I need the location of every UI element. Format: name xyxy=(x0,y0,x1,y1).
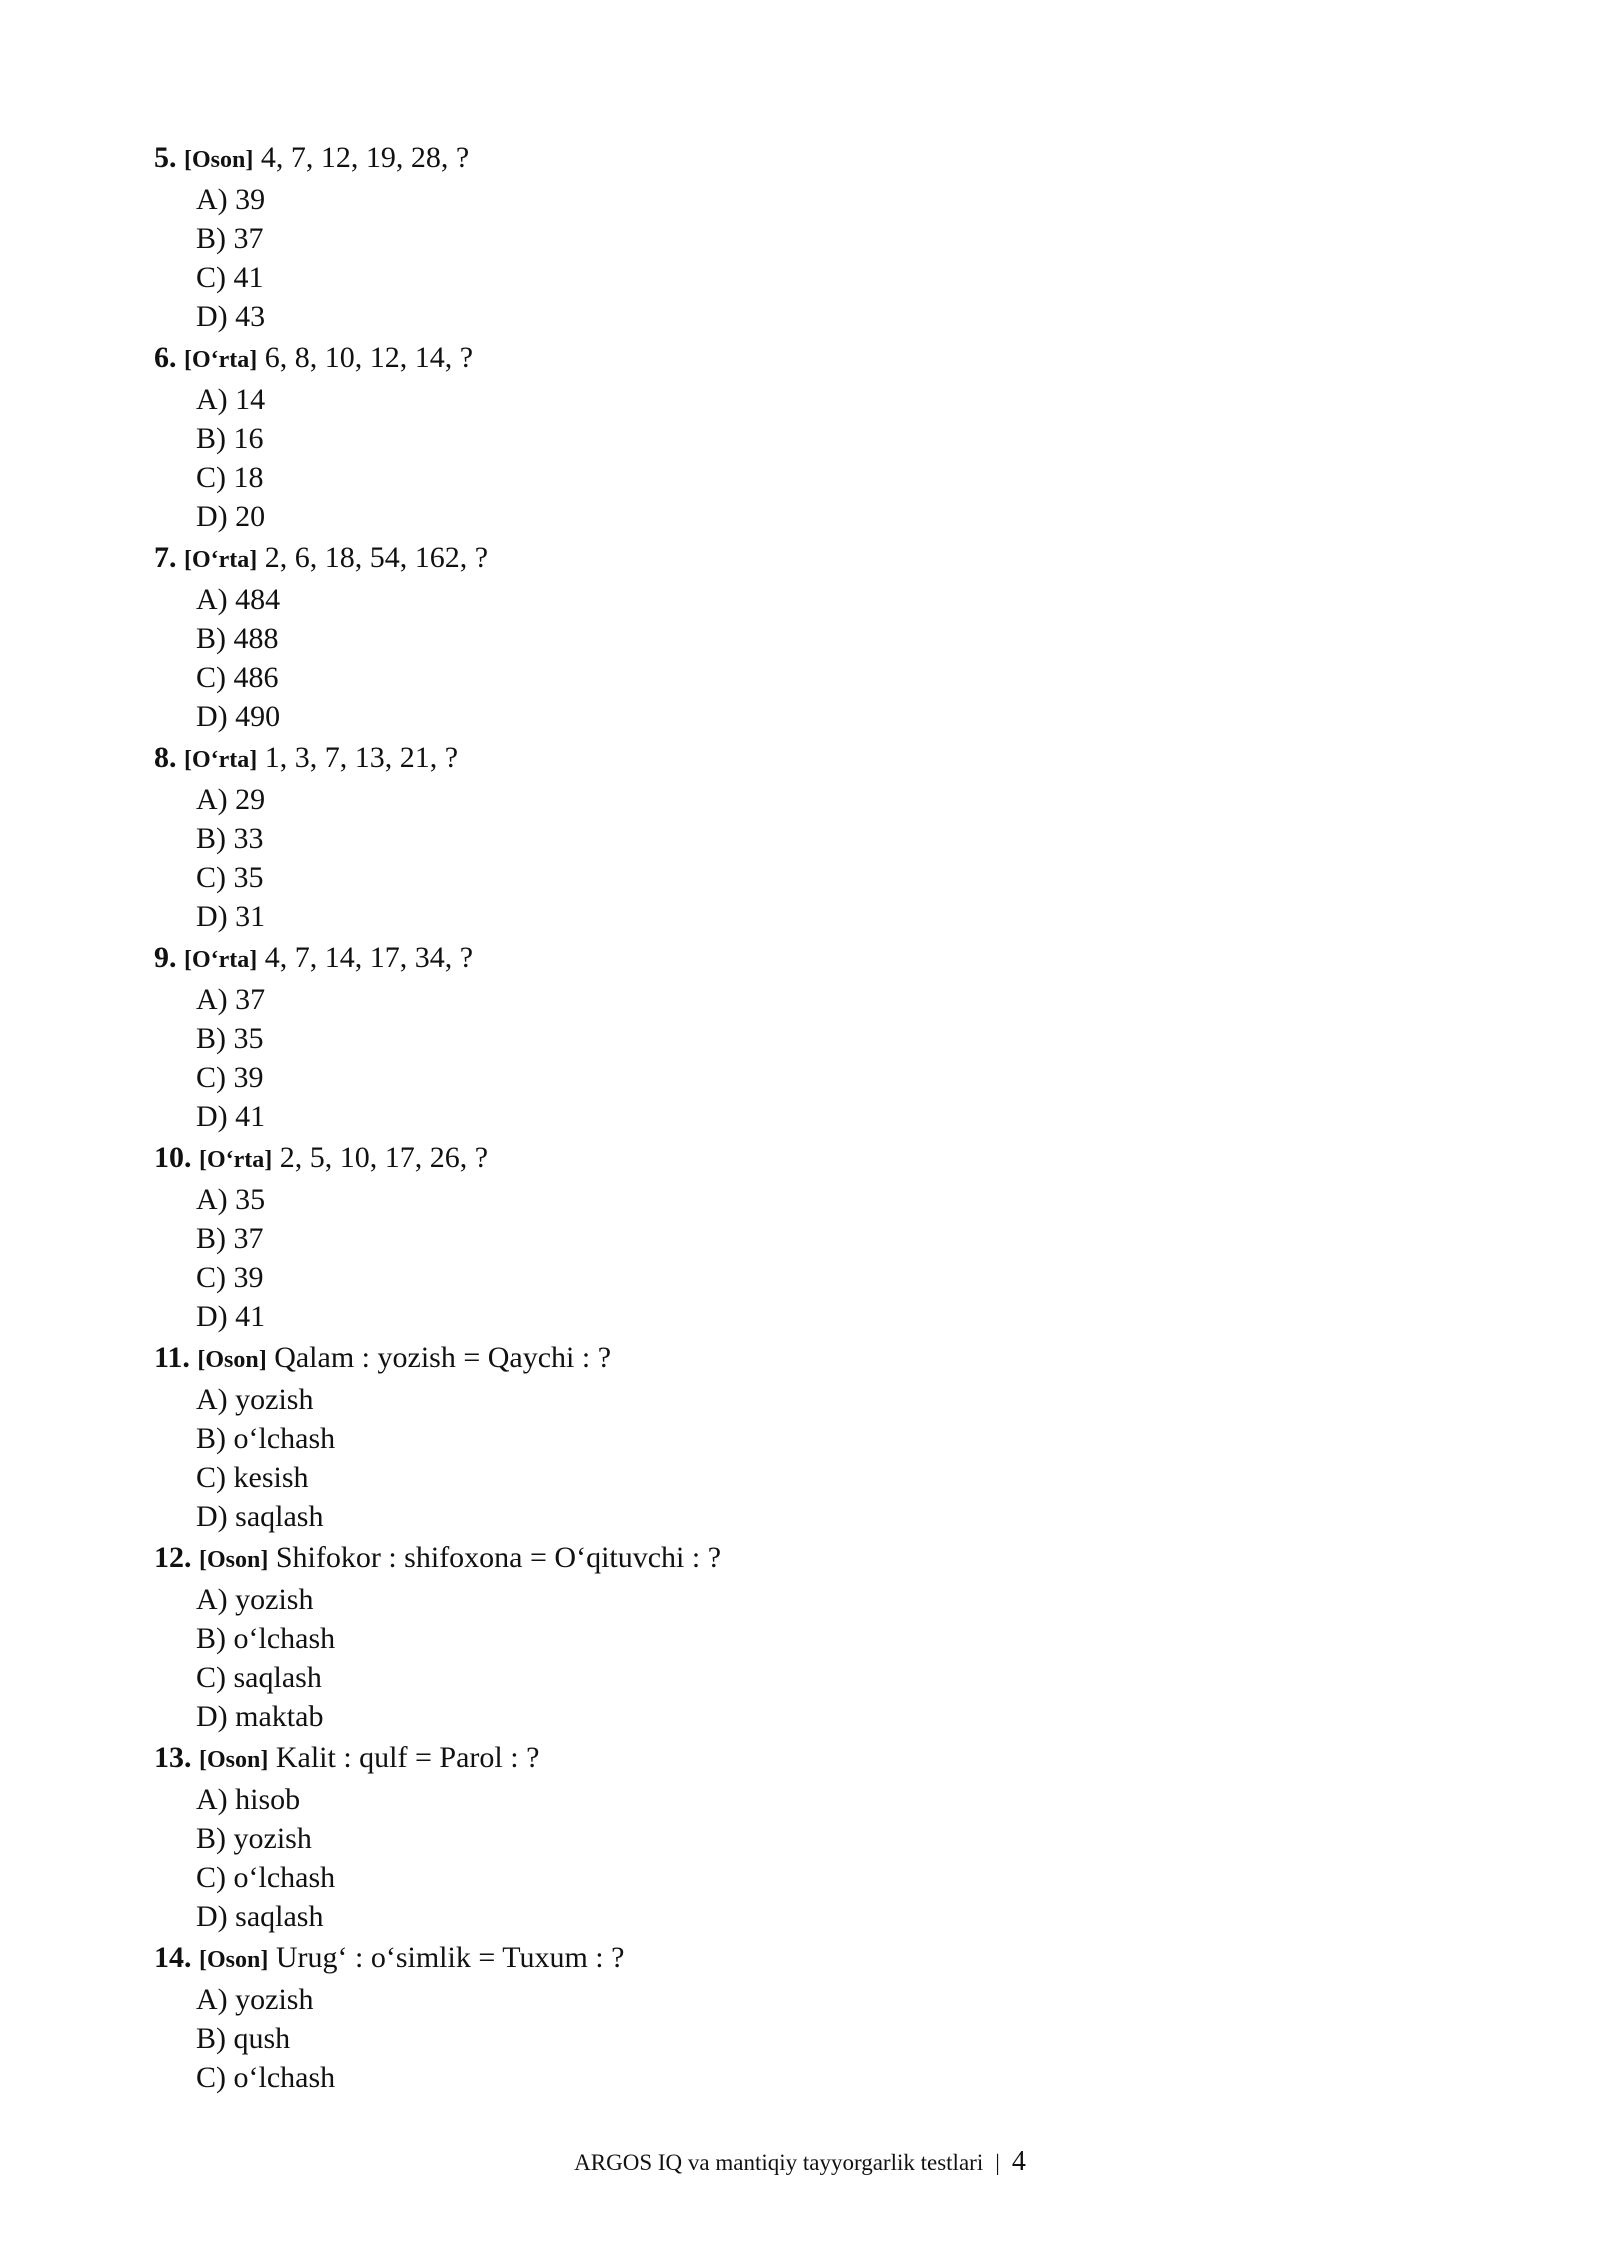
option-c: C) 39 xyxy=(196,1061,264,1094)
option-d: D) saqlash xyxy=(196,1500,324,1533)
option-a: A) 37 xyxy=(196,983,266,1016)
question-number: 10. xyxy=(154,1141,192,1174)
footer-title: ARGOS IQ va mantiqiy tayyorgarlik testlari xyxy=(574,2150,984,2175)
question-6 xyxy=(154,336,1454,536)
option-b: B) yozish xyxy=(196,1822,312,1855)
option-a: A) yozish xyxy=(196,1383,314,1416)
question-13 xyxy=(154,1736,1454,1936)
difficulty-label: [O‘rta] xyxy=(184,347,258,373)
question-text: 4, 7, 14, 17, 34, ? xyxy=(264,941,474,974)
question-text: Urug‘ : o‘simlik = Tuxum : ? xyxy=(275,1941,625,1974)
question-number: 8. xyxy=(154,741,177,774)
question-7 xyxy=(154,536,1454,736)
question-header xyxy=(154,1336,1454,1380)
question-text: 4, 7, 12, 19, 28, ? xyxy=(260,141,470,174)
question-number: 12. xyxy=(154,1541,192,1574)
option-a: A) hisob xyxy=(196,1783,301,1816)
question-text: Shifokor : shifoxona = O‘qituvchi : ? xyxy=(275,1541,722,1574)
option-a: A) 35 xyxy=(196,1183,266,1216)
question-text: Kalit : qulf = Parol : ? xyxy=(275,1741,540,1774)
option-d: D) saqlash xyxy=(196,1900,324,1933)
question-header xyxy=(154,1936,1454,1980)
question-number: 7. xyxy=(154,541,177,574)
question-number: 6. xyxy=(154,341,177,374)
question-text: 2, 5, 10, 17, 26, ? xyxy=(279,1141,489,1174)
difficulty-label: [O‘rta] xyxy=(184,947,258,973)
option-b: B) 33 xyxy=(196,822,264,855)
question-number: 11. xyxy=(154,1341,190,1374)
option-c: C) o‘lchash xyxy=(196,2061,336,2094)
option-d: D) 20 xyxy=(196,500,266,533)
option-b: B) qush xyxy=(196,2022,291,2055)
option-c: C) 39 xyxy=(196,1261,264,1294)
difficulty-label: [O‘rta] xyxy=(184,547,258,573)
page-footer xyxy=(0,2144,1600,2181)
option-a: A) 39 xyxy=(196,183,266,216)
difficulty-label: [O‘rta] xyxy=(184,747,258,773)
option-a: A) 484 xyxy=(196,583,281,616)
option-c: C) 18 xyxy=(196,461,264,494)
option-d: D) 41 xyxy=(196,1300,266,1333)
question-5 xyxy=(154,136,1454,336)
question-text: Qalam : yozish = Qaychi : ? xyxy=(274,1341,612,1374)
option-c: C) 41 xyxy=(196,261,264,294)
question-header xyxy=(154,136,1454,180)
option-c: C) saqlash xyxy=(196,1661,322,1694)
difficulty-label: [Oson] xyxy=(197,1347,267,1373)
option-c: C) kesish xyxy=(196,1461,309,1494)
page-number: 4 xyxy=(1011,2146,1026,2177)
question-header xyxy=(154,1136,1454,1180)
option-b: B) o‘lchash xyxy=(196,1622,336,1655)
option-d: D) 43 xyxy=(196,300,266,333)
question-header xyxy=(154,536,1454,580)
option-c: C) o‘lchash xyxy=(196,1861,336,1894)
question-number: 14. xyxy=(154,1941,192,1974)
option-d: D) 41 xyxy=(196,1100,266,1133)
option-a: A) yozish xyxy=(196,1983,314,2016)
question-list xyxy=(154,136,1454,2097)
difficulty-label: [Oson] xyxy=(199,1947,269,1973)
option-b: B) o‘lchash xyxy=(196,1422,336,1455)
option-d: D) 31 xyxy=(196,900,266,933)
question-14 xyxy=(154,1936,1454,2097)
question-8 xyxy=(154,736,1454,936)
option-c: C) 486 xyxy=(196,661,279,694)
option-d: D) 490 xyxy=(196,700,281,733)
question-header xyxy=(154,1536,1454,1580)
question-header xyxy=(154,1736,1454,1780)
difficulty-label: [O‘rta] xyxy=(199,1147,273,1173)
question-11 xyxy=(154,1336,1454,1536)
question-header xyxy=(154,936,1454,980)
question-header xyxy=(154,336,1454,380)
option-d: D) maktab xyxy=(196,1700,324,1733)
question-text: 2, 6, 18, 54, 162, ? xyxy=(264,541,489,574)
option-b: B) 488 xyxy=(196,622,279,655)
question-text: 6, 8, 10, 12, 14, ? xyxy=(264,341,474,374)
question-text: 1, 3, 7, 13, 21, ? xyxy=(264,741,459,774)
footer-separator: | xyxy=(995,2150,1000,2175)
difficulty-label: [Oson] xyxy=(199,1547,269,1573)
question-9 xyxy=(154,936,1454,1136)
question-header xyxy=(154,736,1454,780)
option-b: B) 35 xyxy=(196,1022,264,1055)
option-a: A) 14 xyxy=(196,383,266,416)
option-c: C) 35 xyxy=(196,861,264,894)
option-a: A) 29 xyxy=(196,783,266,816)
option-b: B) 37 xyxy=(196,1222,264,1255)
question-number: 13. xyxy=(154,1741,192,1774)
question-12 xyxy=(154,1536,1454,1736)
option-b: B) 16 xyxy=(196,422,264,455)
question-10 xyxy=(154,1136,1454,1336)
difficulty-label: [Oson] xyxy=(184,147,254,173)
difficulty-label: [Oson] xyxy=(199,1747,269,1773)
question-number: 5. xyxy=(154,141,177,174)
option-b: B) 37 xyxy=(196,222,264,255)
question-number: 9. xyxy=(154,941,177,974)
option-a: A) yozish xyxy=(196,1583,314,1616)
